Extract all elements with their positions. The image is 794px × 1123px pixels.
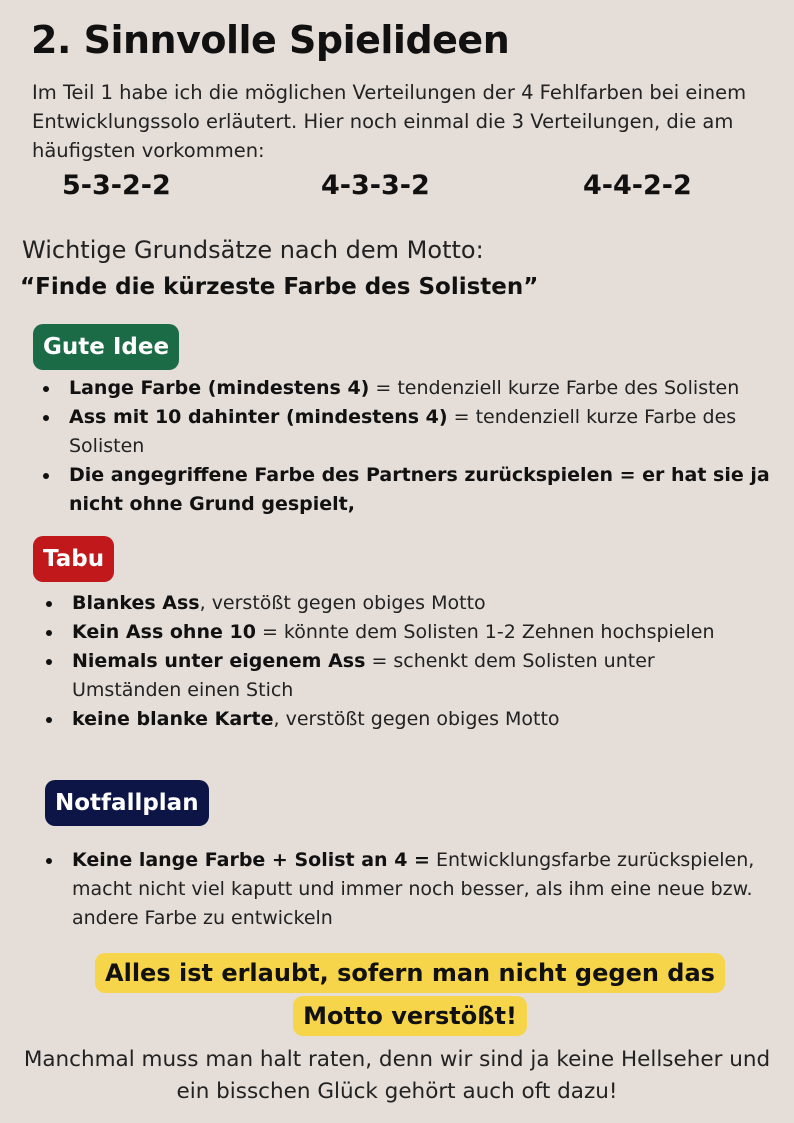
distribution-2: 4-3-3-2 bbox=[321, 170, 430, 201]
list-item: Blankes Ass, verstößt gegen obiges Motto bbox=[35, 589, 755, 618]
highlight-text: Alles ist erlaubt, sofern man nicht gegen das Motto verstößt! bbox=[95, 953, 725, 1036]
motto-quote: “Finde die kürzeste Farbe des Solisten” bbox=[20, 274, 539, 300]
list-item: keine blanke Karte, verstößt gegen obiges Motto bbox=[35, 705, 755, 734]
list-item: Niemals unter eigenem Ass = schenkt dem Solisten unter Umständen einen Stich bbox=[35, 647, 755, 705]
section-badge-gute-idee: Gute Idee bbox=[33, 324, 179, 370]
list-item: Lange Farbe (mindestens 4) = tendenziell kurze Farbe des Solisten bbox=[32, 374, 772, 403]
notfallplan-list bbox=[35, 846, 765, 933]
list-item: Ass mit 10 dahinter (mindestens 4) = tendenziell kurze Farbe des Solisten bbox=[32, 403, 772, 461]
motto-intro: Wichtige Grundsätze nach dem Motto: bbox=[22, 236, 484, 264]
list-item: Kein Ass ohne 10 = könnte dem Solisten 1-2 Zehnen hochspielen bbox=[35, 618, 755, 647]
list-item: Keine lange Farbe + Solist an 4 = Entwicklungsfarbe zurückspielen, macht nicht viel kaputt und immer noch besser, als ihm eine neue bzw. andere Farbe zu entwickeln bbox=[35, 846, 765, 933]
page-title: 2. Sinnvolle Spielideen bbox=[31, 18, 510, 62]
gute-idee-list bbox=[32, 374, 772, 519]
closing-text: Manchmal muss man halt raten, denn wir sind ja keine Hellseher und ein bisschen Glück gehört auch oft dazu! bbox=[23, 1047, 771, 1104]
section-badge-notfallplan: Notfallplan bbox=[45, 780, 209, 826]
tabu-list bbox=[35, 589, 755, 734]
intro-paragraph: Im Teil 1 habe ich die möglichen Verteilungen der 4 Fehlfarben bei einem Entwicklungssolo erläutert. Hier noch einmal die 3 Verteilungen, die am häufigsten vorkommen: bbox=[32, 81, 747, 162]
highlight-callout bbox=[60, 952, 760, 1038]
distribution-3: 4-4-2-2 bbox=[583, 170, 692, 201]
list-item: Die angegriffene Farbe des Partners zurückspielen = er hat sie ja nicht ohne Grund gespielt, bbox=[32, 461, 772, 519]
distribution-1: 5-3-2-2 bbox=[62, 170, 171, 201]
section-badge-tabu: Tabu bbox=[33, 536, 114, 582]
